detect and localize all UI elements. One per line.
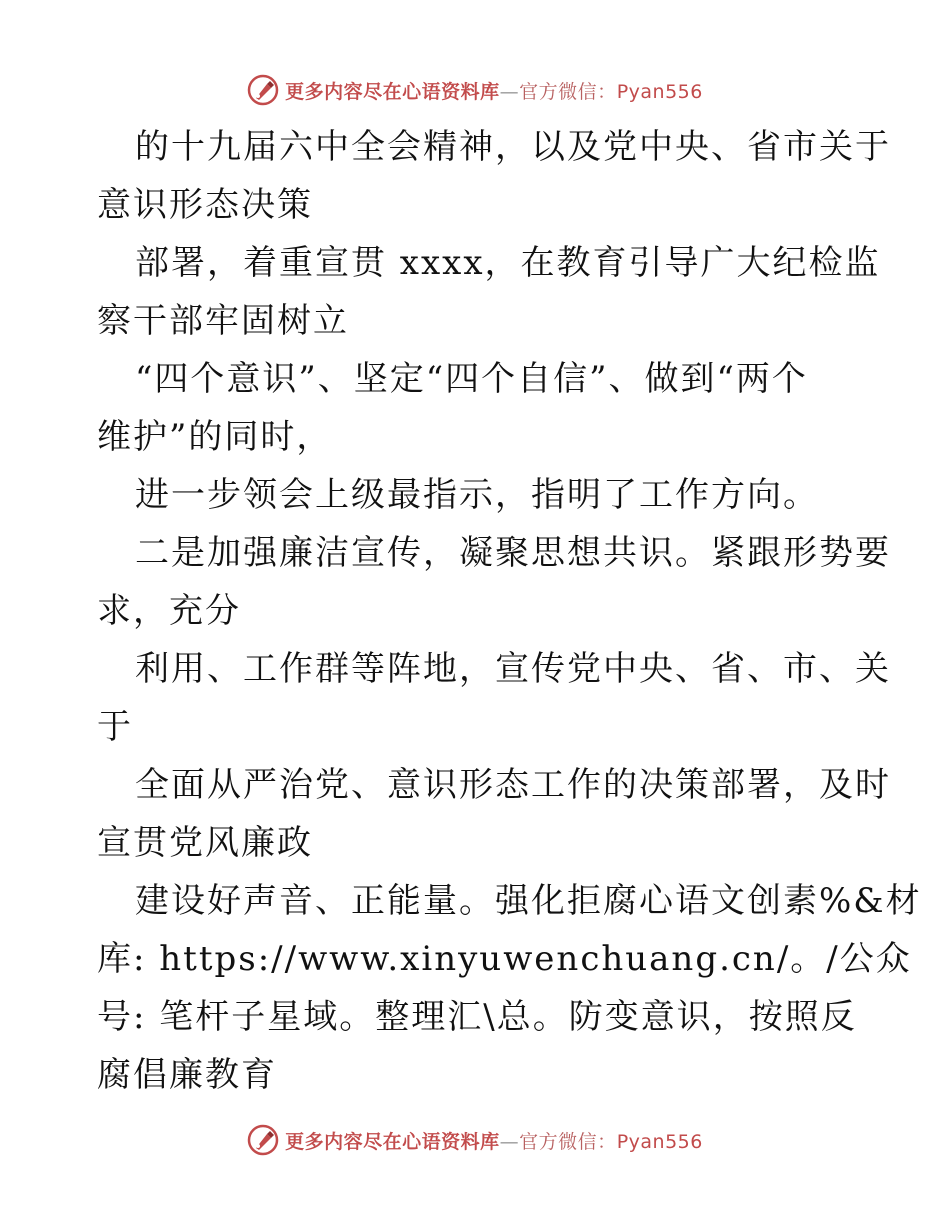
body-text-line: 察干部牢固树立 [97,301,349,341]
body-text-line: 库: https://www.xinyuwenchuang.cn/。/公众 [97,939,912,979]
body-text-line: 全面从严治党、意识形态工作的决策部署，及时 [135,765,891,805]
header-banner [0,70,950,110]
body-text-line: 二是加强廉洁宣传，凝聚思想共识。紧跟形势要 [135,533,891,573]
body-text-line: 宣贯党风廉政 [97,823,313,863]
body-text-line: 于 [97,707,133,747]
body-text-line: 部署，着重宣贯 xxxx，在教育引导广大纪检监 [135,243,881,283]
body-text-line: 进一步领会上级最指示，指明了工作方向。 [135,475,819,515]
header-brand-text: 更多内容尽在心语资料库 [285,80,500,103]
body-text-line: 利用、工作群等阵地，宣传党中央、省、市、关 [135,649,891,689]
body-text-line: 求，充分 [97,591,241,631]
footer-banner-text [285,1127,703,1154]
body-text-line: “四个意识”、坚定“四个自信”、做到“两个 [135,359,808,399]
footer-brand-text: 更多内容尽在心语资料库 [285,1130,500,1153]
header-banner-content [247,74,703,106]
header-dash: — [499,80,520,103]
footer-banner [0,1120,950,1160]
body-text-line: 维护”的同时， [97,417,333,457]
pen-nib-logo-icon [247,1124,279,1156]
footer-banner-content [247,1124,703,1156]
body-text-line: 号: 笔杆子星域。整理汇\总。防变意识，按照反 [97,997,857,1037]
header-banner-text [285,77,703,104]
pen-nib-logo-icon [247,74,279,106]
footer-wechat-id: Pyan556 [616,1130,703,1153]
footer-wechat-label: 官方微信： [519,1130,617,1153]
body-text-line: 的十九届六中全会精神，以及党中央、省市关于 [135,127,891,167]
header-wechat-id: Pyan556 [616,80,703,103]
header-wechat-label: 官方微信： [519,80,617,103]
footer-dash: — [499,1130,520,1153]
body-text-line: 意识形态决策 [97,185,313,225]
body-text-line: 腐倡廉教育 [97,1055,277,1095]
body-text-line: 建设好声音、正能量。强化拒腐心语文创素%&材 [135,881,922,921]
document-body [97,118,922,1104]
